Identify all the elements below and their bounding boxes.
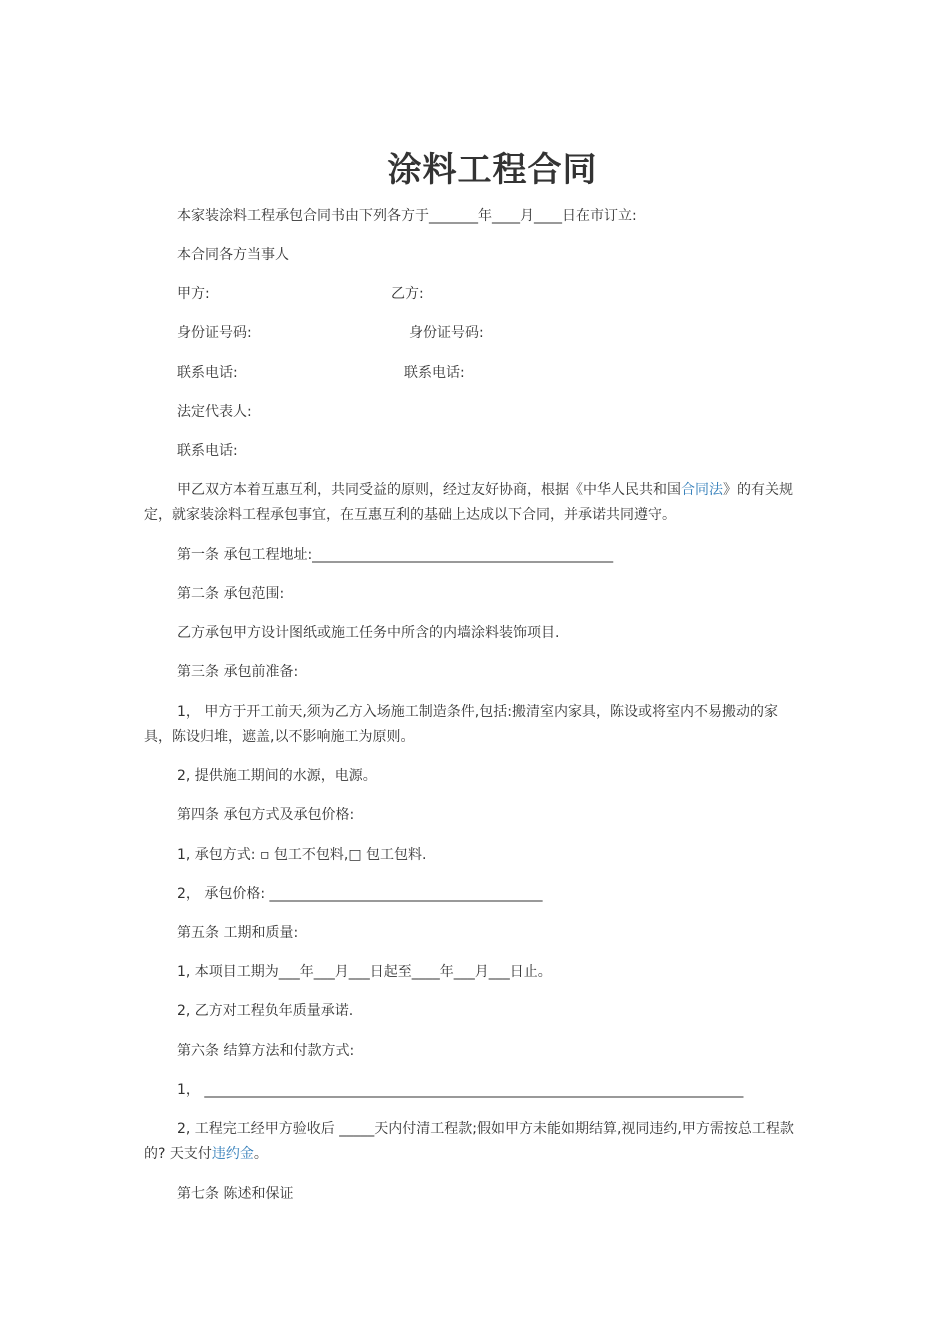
article-4-item-1: 1, 承包方式: ▫ 包工不包料,□ 包工包料. xyxy=(177,847,427,863)
legal-rep-label: 法定代表人: xyxy=(177,404,252,420)
phone-c-label: 联系电话: xyxy=(177,443,238,459)
article-1: 第一条 承包工程地址:___________________________________________ xyxy=(177,547,614,563)
article-5-heading: 第五条 工期和质量: xyxy=(177,925,299,941)
article-4-item-2: 2， 承包价格: _______________________________________ xyxy=(177,886,543,902)
penalty-link[interactable]: 违约金 xyxy=(211,1146,254,1162)
article-7-heading: 第七条 陈述和保证 xyxy=(177,1186,294,1202)
parties-heading: 本合同各方当事人 xyxy=(177,247,289,263)
party-b-label: 乙方: xyxy=(391,286,424,302)
article-3-item-1: 1， 甲方于开工前天,须为乙方入场施工制造条件,包括:搬清室内家具，陈设或将室内不易搬动的家具，陈设归堆，遮盖,以不影响施工为原则。 xyxy=(144,704,778,745)
article-5-item-1: 1, 本项目工期为___年___月___日起至____年___月___日止。 xyxy=(177,964,552,980)
party-a-label: 甲方: xyxy=(177,286,210,302)
article-6-heading: 第六条 结算方法和付款方式: xyxy=(177,1043,355,1059)
id-b-label: 身份证号码: xyxy=(409,325,484,341)
intro-line: 本家装涂料工程承包合同书由下列各方于_______年____月____日在市订立: xyxy=(177,208,637,224)
article-6-item-2-text-end: 。 xyxy=(253,1146,268,1162)
article-3-heading: 第三条 承包前准备: xyxy=(177,664,299,680)
article-4-heading: 第四条 承包方式及承包价格: xyxy=(177,807,355,823)
article-6-item-2 xyxy=(144,1117,796,1167)
article-6-item-1: 1， _____________________________________________________________________________ xyxy=(177,1082,744,1098)
article-3-item-2: 2, 提供施工期间的水源，电源。 xyxy=(177,768,377,784)
preamble-text-end: 》的有关规定，就家装涂料工程承包事宜，在互惠互利的基础上达成以下合同，并承诺共同遵守。 xyxy=(144,482,793,523)
document-title: 涂料工程合同 xyxy=(387,150,598,190)
preamble-paragraph xyxy=(144,478,796,528)
contract-law-link[interactable]: 合同法 xyxy=(681,482,723,498)
phone-b-label: 联系电话: xyxy=(404,365,465,381)
phone-a-label: 联系电话: xyxy=(177,365,238,381)
id-a-label: 身份证号码: xyxy=(177,325,252,341)
preamble-text-start: 甲乙双方本着互惠互利，共同受益的原则，经过友好协商，根据《中华人民共和国 xyxy=(177,482,681,498)
article-2-text: 乙方承包甲方设计图纸或施工任务中所含的内墙涂料装饰项目. xyxy=(177,625,560,641)
article-2-heading: 第二条 承包范围: xyxy=(177,586,285,602)
article-6-item-2-text-start: 2, 工程完工经甲方验收后 _____天内付清工程款;假如甲方未能如期结算,视同违约,甲方需按总工程款的? 天支付 xyxy=(144,1121,794,1162)
article-5-item-2: 2, 乙方对工程负年质量承诺. xyxy=(177,1003,354,1019)
